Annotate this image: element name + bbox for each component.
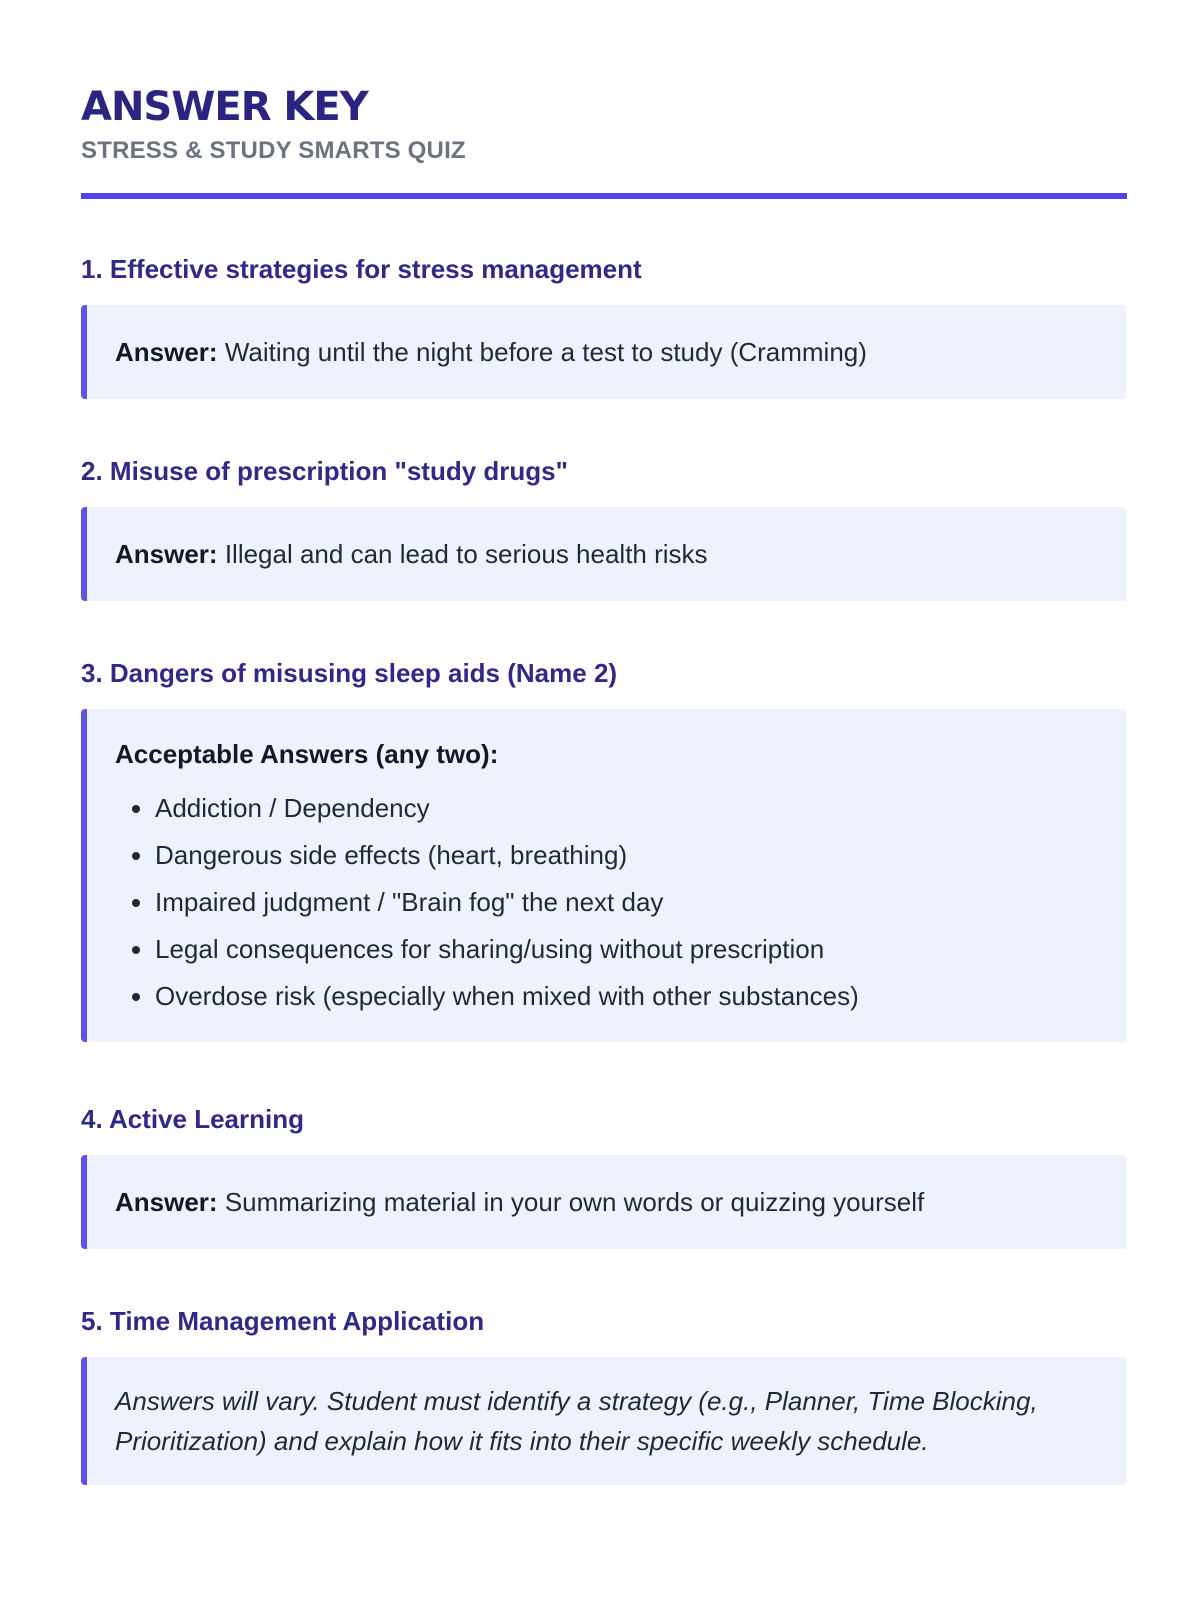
acceptable-answers-list (115, 785, 1097, 1020)
list-item: • Dangerous side effects (heart, breathing) (155, 832, 1097, 879)
list-item: • Impaired judgment / "Brain fog" the next day (155, 879, 1097, 926)
list-item: • Legal consequences for sharing/using without prescription (155, 926, 1097, 973)
header-divider (81, 193, 1127, 199)
acceptable-answers-heading: Acceptable Answers (any two): (115, 739, 499, 769)
question-1-answer-box (81, 305, 1127, 399)
question-2-answer-box (81, 507, 1127, 601)
list-item: • Addiction / Dependency (155, 785, 1097, 832)
question-5-title: 5. Time Management Application (81, 1306, 485, 1336)
question-4-title: 4. Active Learning (81, 1104, 304, 1134)
question-1 (81, 252, 1127, 399)
question-3-answer-box (81, 709, 1127, 1042)
question-3-title: 3. Dangers of misusing sleep aids (Name 2) (81, 658, 618, 688)
question-2-title: 2. Misuse of prescription "study drugs" (81, 456, 568, 486)
question-4-answer-box (81, 1155, 1127, 1249)
answer-text: Waiting until the night before a test to study (Cramming) (224, 337, 867, 367)
answer-label: Answer: (115, 337, 218, 367)
question-1-title: 1. Effective strategies for stress management (81, 254, 642, 284)
question-2 (81, 454, 1127, 601)
question-4 (81, 1102, 1127, 1249)
question-5 (81, 1304, 1127, 1485)
answer-text: Illegal and can lead to serious health risks (224, 539, 708, 569)
list-item: • Overdose risk (especially when mixed with other substances) (155, 973, 1097, 1020)
question-3 (81, 656, 1127, 1042)
answer-label: Answer: (115, 1187, 218, 1217)
answers-vary-note: Answers will vary. Student must identify a strategy (e.g., Planner, Time Blocking, Prioritization) and explain how it fits into their specific weekly schedule. (115, 1386, 1038, 1456)
answer-label: Answer: (115, 539, 218, 569)
answer-text: Summarizing material in your own words or quizzing yourself (224, 1187, 925, 1217)
question-5-answer-box (81, 1357, 1127, 1485)
page-title: ANSWER KEY (81, 84, 368, 130)
page-subtitle: STRESS & STUDY SMARTS QUIZ (81, 137, 466, 164)
